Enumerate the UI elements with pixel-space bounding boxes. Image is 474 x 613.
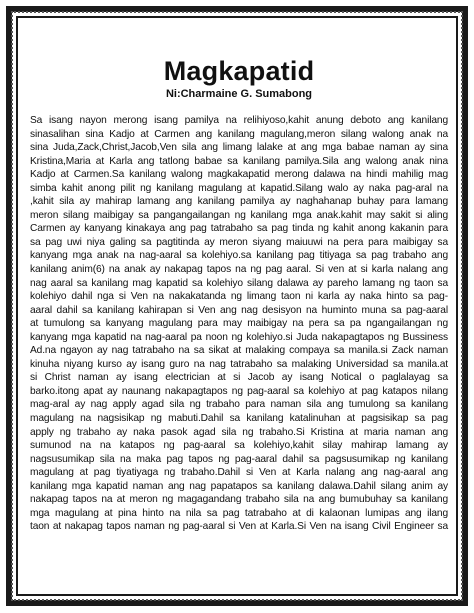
body-text xyxy=(30,114,448,534)
body-line: kanyang mga kapatid na nag-aaral pa noon ng kolehiyo.si Juda nakapagtapos ng Bussiness xyxy=(30,331,448,343)
body-line: mga magulang at pina hinto na nila sa pag tatrabaho at di kalaonan lumipas ang ilang xyxy=(30,507,448,519)
body-line: Kadjo at Carmen.Sa kanilang walong magkakapatid merong dalawa na hindi mahilig mag xyxy=(30,169,448,181)
body-line: sumunod na na katapos ng pag-aaral sa kolehiyo,kahit silay mahirap lamang ay xyxy=(30,440,448,452)
body-line: barko.itong apat ay naunang nakapagtapos ng pag-aaral sa kolehiyo at pag katapos nilang xyxy=(30,385,448,397)
body-line: kolehiyo dahil nga si Ven na nakakatanda ng limang taon ni karla ay naka hinto sa pag- xyxy=(30,291,448,303)
document-title: Magkapatid xyxy=(163,56,315,86)
body-line: kanilang mga kapatid naman ang nag papatapos sa kanilang dalawa.Dahil silang anim ay xyxy=(30,480,448,492)
body-line: mag-aral ay nag apply agad sila ng trabaho para naman sila ang tumulong sa kanilang xyxy=(30,399,448,411)
body-line: Ad.na ngayon ay nag tatrabaho na sa sikat at malaking compaya sa manila.si Zack naman xyxy=(30,345,448,357)
body-line: kinuha niyang kurso ay isang guro na nag tatrabaho sa malaking Universidad sa manila.at xyxy=(30,358,448,370)
body-line: nag aaral sa kanilang mag kapatid sa kolehiyo silang dalawa ay pareho lamang ng taon sa xyxy=(30,277,448,289)
body-line: kanilang anim(6) na anak ay nakapag tapos na ng pag aaral. Si ven at si karla nalang ang xyxy=(30,264,448,276)
author-line: Ni:Charmaine G. Sumabong xyxy=(165,88,313,100)
body-line: sinasalihan sina Kadjo at Carmen ang kanilang magulang,meron silang walong anak na xyxy=(30,128,448,140)
body-line: ,kahit sila ay mahirap lamang ang kanilang pamilya ay naghahanap buhay para lamang xyxy=(30,196,448,208)
body-line: meron silang maibigay sa pangangailangan ng kanilang mga anak.kahit may sakit si aling xyxy=(30,209,448,221)
content-area xyxy=(30,56,448,534)
body-line: Sa isang nayon merong isang pamilya na relihiyoso,kahit anung deboto ang kanilang xyxy=(30,115,448,126)
body-line: simba kahit anong pilit ng kanilang magulang at kapatid.Silang walo ay naka pag-aral na xyxy=(30,182,448,194)
body-line: Carmen ay kanyang kinakaya ang pag tatrabaho sa pag tinda ng kahit anong kakanin para xyxy=(30,223,448,235)
body-line: sa pag uwi niya galing sa pagtitinda ay meron siyang maiuuwi na pera para maibigay sa xyxy=(30,236,448,248)
body-line: at tumulong sa kanyang magulang para may maibigay na pera sa pa ngangailangan ng xyxy=(30,318,448,330)
body-line: taon at nakapag tapos naman ng pag-aaral si Ven at Karla.Si Ven na isang Civil Engineer sa xyxy=(30,521,448,533)
body-line: kanyang mga anak na nag-aaral sa kolehiyo.sa kanilang pag titiyaga sa pag trabaho ang xyxy=(30,250,448,262)
body-line: aaral dahil sa kanilang kahirapan si Ven ang nag desisyon na huminto muna sa pag-aaral xyxy=(30,304,448,316)
body-line: si Christ naman ay isang electrician at si Jacob ay isang Notical o paglalayag sa xyxy=(30,372,448,384)
body-line: apply ng trabaho ay naka pasok agad sila ng trabaho.Si Kristina at maria naman ang xyxy=(30,426,448,438)
body-line: nagsusumikap sila na maka pag tapos ng pag-aaral dahil sa pagsusumikap ng kanilang xyxy=(30,453,448,465)
body-line: magulang na nagsisikap ng mabuti.Dahil sa kanilang katalinuhan at pagsisikap sa pag xyxy=(30,413,448,425)
body-line: Kristina,Maria at Karla ang tatlong babae sa kanilang pamilya.Sila ang walong anak nina xyxy=(30,155,448,167)
body-line: magulang at pag tiyatiyaga ng trabaho.Dahil si Ven at Karla nalang ang nag-aaral ang xyxy=(30,467,448,479)
body-line: nakapag tapos na at meron ng magagandang trabaho sila na ang bumubuhay sa kanilang xyxy=(30,494,448,506)
body-line: sina Juda,Zack,Christ,Jacob,Ven sila ang limang lalake at ang mga babae naman ay sina xyxy=(30,142,448,154)
